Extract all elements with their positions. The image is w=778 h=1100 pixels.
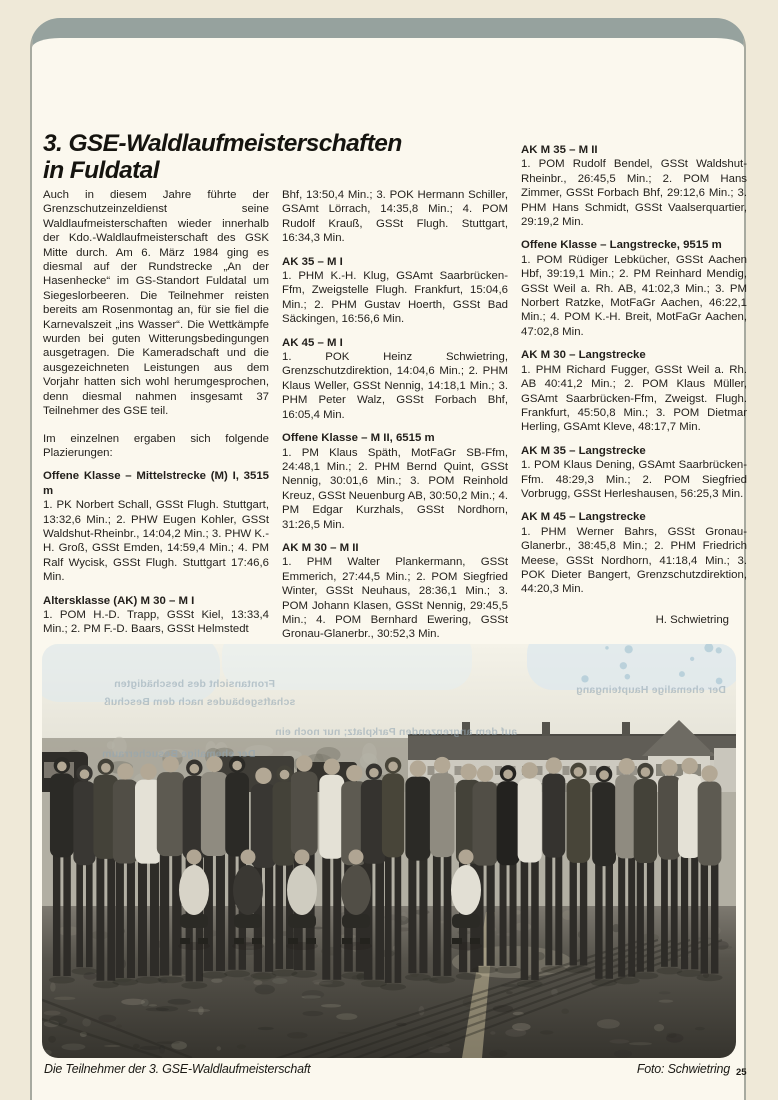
paragraph: Bhf, 13:50,4 Min.; 3. POK Hermann Schiller, GSAmt Lörrach, 14:35,8 Min.; 4. POM Rudolf Krauß, GSSt Flugh. Stuttgart, 16:34,3 Min. (282, 189, 508, 245)
paragraph: 1. PHM Werner Bahrs, GSSt Gronau-Glanerbr., 38:45,8 Min.; 2. PHM Friedrich Meese, GSSt Nordhorn, 41:18,4 Min.; 3. POK Dieter Bangert, Grenzschutzdirektion, 44:20,3 Min. (521, 525, 747, 596)
paragraph: 1. PHM Richard Fugger, GSSt Weil a. Rh. AB 40:41,2 Min.; 2. POM Klaus Müller, GSAmt Saarbrücken-Ffm, Zweigst. Flugh. Frankfurt, 45:50,8 Min.; 3. POM Dietmar Herling, GSAmt Kleve, 48:17,7 Min. (521, 363, 747, 434)
section-heading: AK M 35 – Langstrecke (521, 444, 646, 457)
paragraph: Auch in diesem Jahre führte der Grenzschutzeinzeldienst seine Waldlaufmeisterschaften wieder innerhalb der Kdo.-Waldlaufmeisterschaft des GSK Mitte durch. Am 6. März 1984 ging es diesmal auf der Rundstrecke „An der Hasenhecke“ im GS-Standort Fuldatal um Siegeslorbeeren. Die Teilnehmer reisten bereits am Rosenmontag an, für sie fiel die Karnevalszeit „ins Wasser“. Die Wettkämpfe wurden bei guten Witterungsbedingungen ausgetragen. Die Kameradschaft und die ausgezeichneten Leistungen aus dem Vorjahr hatten sich wohl herumgesprochen, denn diesmal nahmen insgesamt 37 Teilnehmer des GSE teil. (43, 189, 269, 418)
bleedthrough-text: Der ehemalige Haupteingang (576, 684, 726, 696)
section-heading: Offene Klasse – Langstrecke, 9515 m (521, 239, 722, 252)
column-1 (43, 134, 269, 642)
photo-credit: Foto: Schwietring (636, 1062, 730, 1076)
bleedthrough-text: Frontansicht des beschädigten (114, 678, 275, 690)
section-heading: Offene Klasse – M II, 6515 m (282, 432, 435, 445)
paragraph: 1. POM Rudolf Bendel, GSSt Waldshut-Rheinbr., 26:45,5 Min.; 2. POM Hans Zimmer, GSSt Forbach Bhf, 29:12,6 Min.; 3. PHM Hans Schmidt, GSSt Vaalserquartier, 29:19,2 Min. (521, 158, 747, 229)
photo-caption: Die Teilnehmer der 3. GSE-Waldlaufmeisterschaft (44, 1062, 311, 1076)
paragraph: 1. PK Norbert Schall, GSSt Flugh. Stuttgart, 13:32,6 Min.; 2. PHW Eugen Kohler, GSSt Waldshut-Rheinbr., 14:04,2 Min.; 3. PHW K.-H. Groß, GSSt Emden, 14:59,4 Min.; 4. PM Ralf Wycisk, GSSt Flugh. Stuttgart 17:46,6 Min. (43, 499, 269, 584)
paragraph: 1. POM H.-D. Trapp, GSSt Kiel, 13:33,4 Min.; 2. PM F.-D. Baars, GSSt Helmstedt (43, 608, 269, 636)
paragraph: Im einzelnen ergaben sich folgende Plazierungen: (43, 432, 269, 459)
section-heading: AK M 30 – Langstrecke (521, 349, 646, 362)
column-2 (282, 134, 508, 642)
section-heading: AK M 30 – M II (282, 541, 359, 554)
article-title-line2: in Fuldatal (43, 157, 159, 184)
paragraph: 1. PHM Walter Plankermann, GSSt Emmerich, 27:44,5 Min.; 2. POM Siegfried Winter, GSSt Neuhaus, 28:36,1 Min.; 3. POM Johann Klasen, GSSt Nennig, 29:45,5 Min.; 4. POM Bernhard Ewering, GSSt Gronau-Glanerbr., 30:52,3 Min. (282, 556, 508, 641)
paragraph: 1. POK Heinz Schwietring, Grenzschutzdirektion, 14:04,6 Min.; 2. PHM Klaus Weller, GSSt Nennig, 14:18,1 Min.; 3. PHM Peter Walz, GSSt Forbach Bhf, 16:05,4 Min. (282, 351, 508, 421)
article-title-line1: 3. GSE-Waldlaufmeisterschaften (43, 130, 402, 157)
bleedthrough-text: auf dem angrenzenden Parkplatz; nur noch ein (275, 726, 518, 738)
bleedthrough-text: Der ehemalige Besucherraum (102, 748, 256, 760)
byline: H. Schwietring (655, 613, 729, 626)
section-heading: AK 45 – M I (282, 336, 343, 349)
photo-caption-row (44, 1062, 730, 1076)
section-heading: AK 35 – M I (282, 255, 343, 268)
paragraph: 1. POM Klaus Dening, GSAmt Saarbrücken-Ffm. 48:29,3 Min.; 2. POM Siegfried Vorbrugg, GSSt Herleshausen, 56:25,3 Min. (521, 459, 747, 500)
paragraph: 1. PHM K.-H. Klug, GSAmt Saarbrücken-Ffm, Zweigstelle Flugh. Frankfurt, 15:04,6 Min.; 2. PHM Gustav Hoerth, GSSt Bad Säckingen, 16:56,6 Min. (282, 270, 508, 326)
section-heading: AK M 45 – Langstrecke (521, 511, 646, 524)
article-columns (43, 134, 747, 642)
section-heading: AK M 35 – M II (521, 144, 598, 156)
column-3 (521, 134, 747, 642)
paragraph: 1. POM Rüdiger Lebkücher, GSSt Aachen Hbf, 39:19,1 Min.; 2. PM Reinhard Mendig, GSSt Weil a. Rh. AB, 41:02,3 Min.; 3. PM Norbert Ratzke, MotFaGr Aachen, 46:22,1 Min.; 4. POM K.-H. Breit, MotFaGr Aachen, 47:02,8 Min. (521, 253, 747, 338)
section-heading: Altersklasse (AK) M 30 – M I (43, 594, 195, 607)
section-heading: Offene Klasse – Mittelstrecke (M) I, 3515 m (43, 470, 269, 497)
page-number: 25 (736, 1067, 747, 1078)
bleedthrough-text: schaftsgebäudes nach dem Beschuß (104, 696, 296, 708)
group-photo (42, 644, 736, 1058)
paragraph: 1. PM Klaus Späth, MotFaGr SB-Ffm, 24:48,1 Min.; 2. PHM Bernd Quint, GSSt Nennig, 30:01,6 Min.; 3. POM Reinhold Kreuz, GSSt Neuenburg AB, 30:50,2 Min.; 4. PM Edgar Kurzhals, GSSt Nordhorn, 31:26,5 Min. (282, 446, 508, 531)
